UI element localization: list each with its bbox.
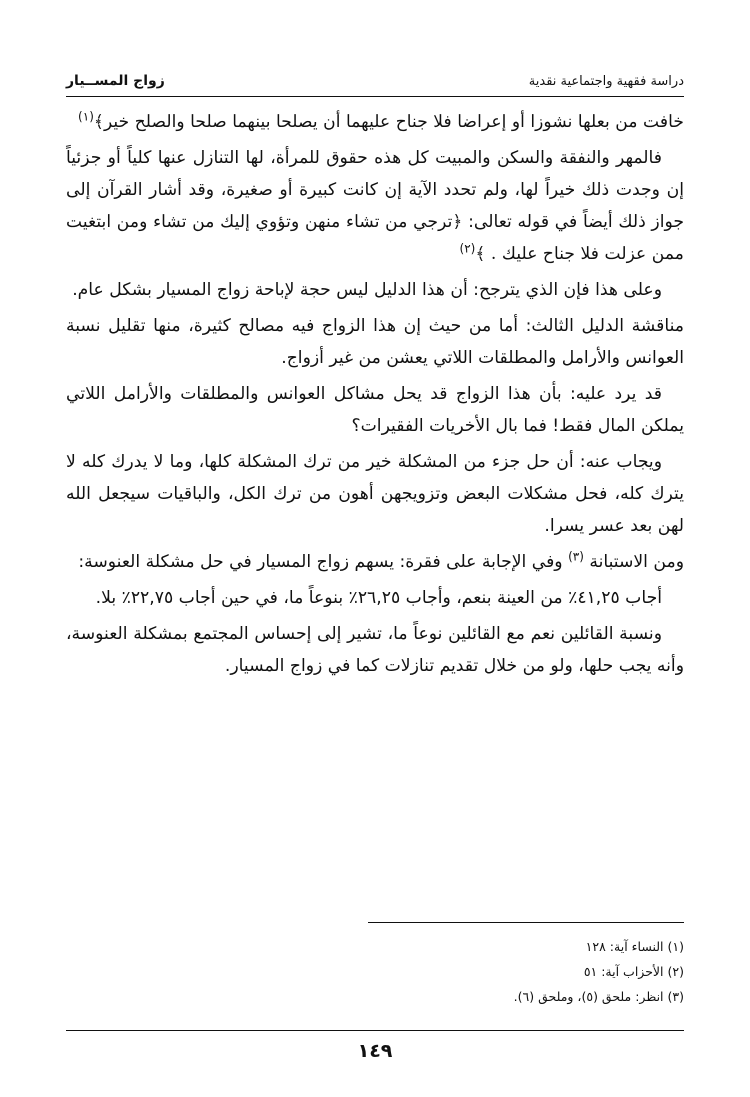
quran-verse-text: خافت من بعلها نشوزا أو إعراضا فلا جناح عليهما أن يصلحا بينهما صلحا والصلح خير — [103, 112, 684, 132]
footnote-2: (٢) الأحزاب آية: ٥١ — [583, 964, 684, 979]
paragraph-text: ومن الاستبانة — [583, 552, 684, 572]
paragraph-conclusion: وعلى هذا فإن الذي يترجح: أن هذا الدليل ليس حجة لإباحة زواج المسيار بشكل عام. — [72, 280, 662, 300]
quran-close-bracket: ﴾ — [93, 112, 104, 132]
footer-separator — [66, 1030, 684, 1031]
paragraph-text: فالمهر والنفقة والسكن والمبيت كل هذه حقوق للمرأة، لها التنازل عنها كلياً أو جزئياً إن وجدت ذلك خيراً لها، ولم تحدد الآية إن كانت كبيرة أو صغيرة، وقد أشار القرآن إلى جواز ذلك أيضاً في قوله تعالى: — [66, 148, 684, 232]
paragraph-quran-continuation — [66, 106, 684, 138]
paragraph-reply: ويجاب عنه: أن حل جزء من المشكلة خير من ترك المشكلة كلها، وما لا يدرك كله لا يترك كله، فحل مشكلات البعض وتزويجهن أهون من ترك الكل، والباقيات سيجعل الله لهن بعد عسر يسرا. — [66, 452, 684, 536]
quran-open-bracket: ﴿ — [452, 212, 463, 232]
paragraph-survey — [66, 546, 684, 578]
header-subtitle: دراسة فقهية واجتماعية نقدية — [528, 73, 684, 89]
footnotes — [264, 934, 684, 1009]
paragraph-text: وفي الإجابة على فقرة: يسهم زواج المسيار في حل مشكلة العنوسة: — [78, 552, 569, 572]
paragraph-third-evidence: مناقشة الدليل الثالث: أما من حيث إن هذا الزواج فيه مصالح كثيرة، منها تقليل نسبة العوانس والأرامل والمطلقات اللاتي يعشن من غير أزواج. — [66, 316, 684, 368]
page-number: ١٤٩ — [357, 1040, 393, 1062]
paragraph-rights — [66, 142, 684, 270]
header-book-title: زواج المســيار — [66, 73, 165, 89]
paragraph-final: ونسبة القائلين نعم مع القائلين نوعاً ما، تشير إلى إحساس المجتمع بمشكلة العنوسة، وأنه يجب حلها، ولو من خلال تقديم تنازلات كما في زواج المسيار. — [66, 624, 684, 676]
quran-verse-text: ترجي من تشاء منهن وتؤوي إليك من تشاء ومن ابتغيت ممن عزلت فلا جناح عليك — [66, 212, 684, 264]
paragraph-survey-results: أجاب ٤١,٢٥٪ من العينة بنعم، وأجاب ٢٦,٢٥٪ بنوعاً ما، في حين أجاب ٢٢,٧٥٪ بلا. — [95, 588, 662, 608]
footnote-ref-1[interactable]: (١) — [78, 109, 94, 124]
main-text — [66, 106, 684, 686]
footnote-3: (٣) انظر: ملحق (٥)، وملحق (٦). — [513, 989, 684, 1004]
quran-close-bracket: . ﴾ — [475, 244, 502, 264]
footnote-1: (١) النساء آية: ١٢٨ — [585, 939, 684, 954]
footnote-ref-2[interactable]: (٢) — [459, 241, 476, 256]
paragraph-objection: قد يرد عليه: بأن هذا الزواج قد يحل مشاكل العوانس والمطلقات والأرامل اللاتي يملكن المال فقط! فما بال الأخريات الفقيرات؟ — [66, 384, 684, 436]
footnote-ref-3[interactable]: (٣) — [568, 549, 584, 564]
running-header — [66, 70, 684, 97]
footnote-separator — [368, 922, 684, 923]
